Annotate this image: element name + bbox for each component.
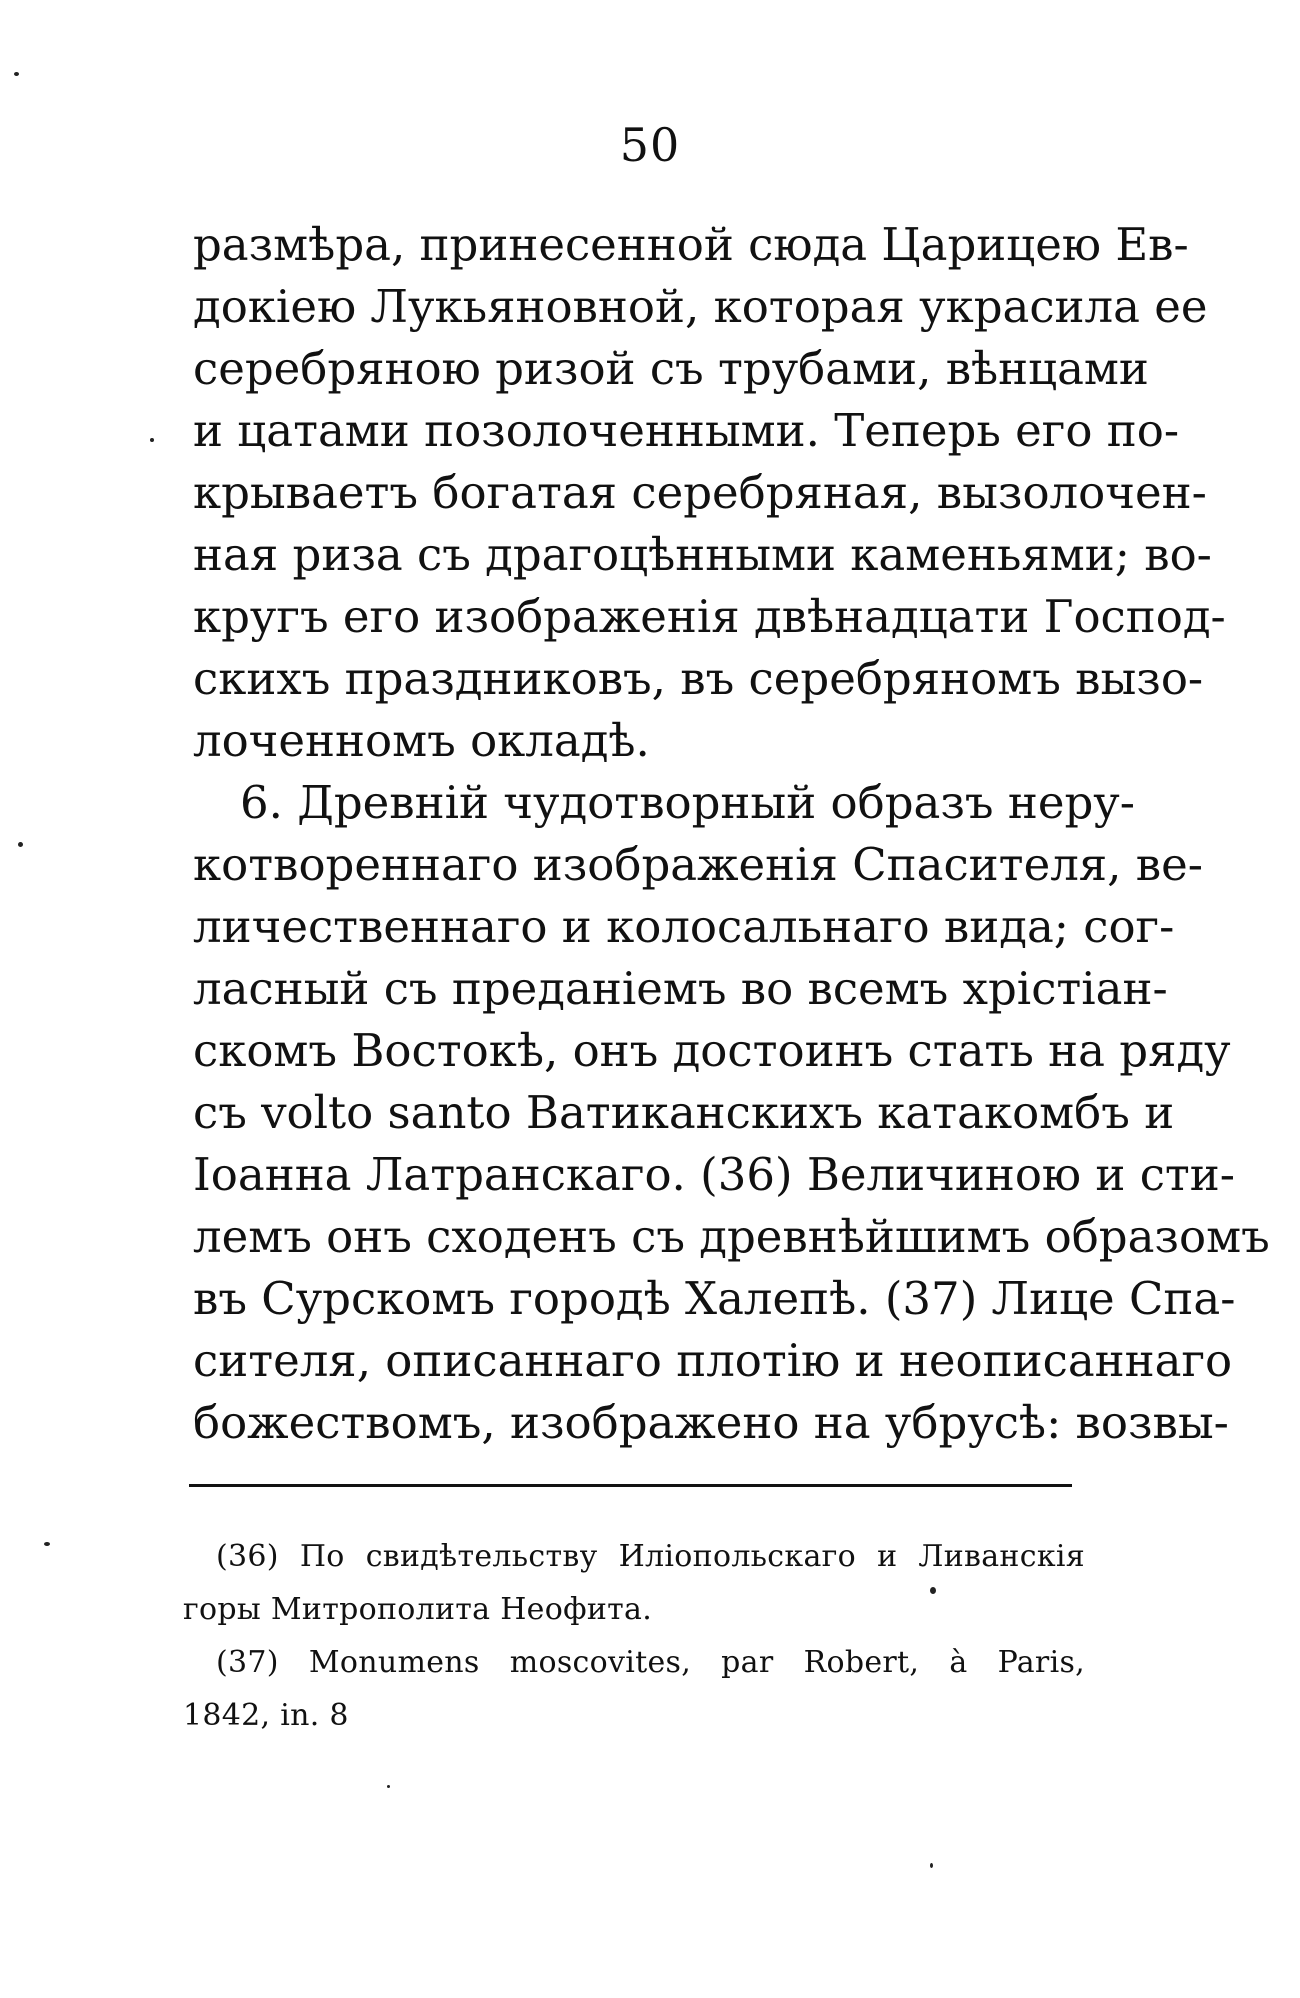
body-line: съ volto santo Ватиканскихъ катакомбъ и [193,1086,1175,1139]
paragraph-start: 6. Древній чудотворный образъ неру- [240,776,1135,829]
body-line: въ Сурскомъ городѣ Халепѣ. (37) Лице Спа- [193,1272,1236,1325]
scan-speck [930,1863,933,1868]
scan-speck [150,438,154,442]
scan-speck [44,1542,50,1546]
body-line: сителя, описаннаго плотію и неописаннаго [193,1334,1233,1387]
page-number: 50 [619,118,681,172]
body-line: кругъ его изображенія двѣнадцати Господ- [193,590,1226,643]
body-line: ласный съ преданіемъ во всемъ хрістіан- [193,962,1168,1015]
body-line: серебряною ризой съ трубами, вѣнцами [193,342,1149,395]
footnote-37: (37) Monumens moscovites, par Robert, à Paris, [216,1645,1085,1680]
body-line: котвореннаго изображенія Спасителя, ве- [193,838,1203,891]
body-line: лемъ онъ сходенъ съ древнѣйшимъ образомъ [193,1210,1270,1263]
body-line: докіею Лукьяновной, которая украсила ее [193,280,1208,333]
footnote-divider [189,1484,1072,1487]
body-line: скомъ Востокѣ, онъ достоинъ стать на ряду [193,1024,1231,1077]
body-line: Іоанна Латранскаго. (36) Величиною и сти- [193,1148,1236,1201]
body-line: размѣра, принесенной сюда Царицею Ев- [193,218,1189,271]
body-line: и цатами позолоченными. Теперь его по- [193,404,1180,457]
body-line: скихъ праздниковъ, въ серебряномъ вызо- [193,652,1204,705]
scan-speck [18,842,23,847]
body-line: крываетъ богатая серебряная, вызолочен- [193,466,1207,519]
footnote-36-continuation: горы Митрополита Неофита. [183,1592,653,1627]
scan-speck [387,1785,390,1788]
body-line: божествомъ, изображено на убрусѣ: возвы- [193,1396,1229,1449]
scan-speck [930,1587,936,1594]
body-line: личественнаго и колосальнаго вида; сог- [193,900,1175,953]
body-line: лоченномъ окладѣ. [193,714,650,767]
scan-speck [14,72,19,76]
footnote-36: (36) По свидѣтельству Иліопольскаго и Ливанскія [216,1539,1085,1574]
footnote-37-continuation: 1842, in. 8 [183,1698,349,1733]
body-line: ная риза съ драгоцѣнными каменьями; во- [193,528,1212,581]
